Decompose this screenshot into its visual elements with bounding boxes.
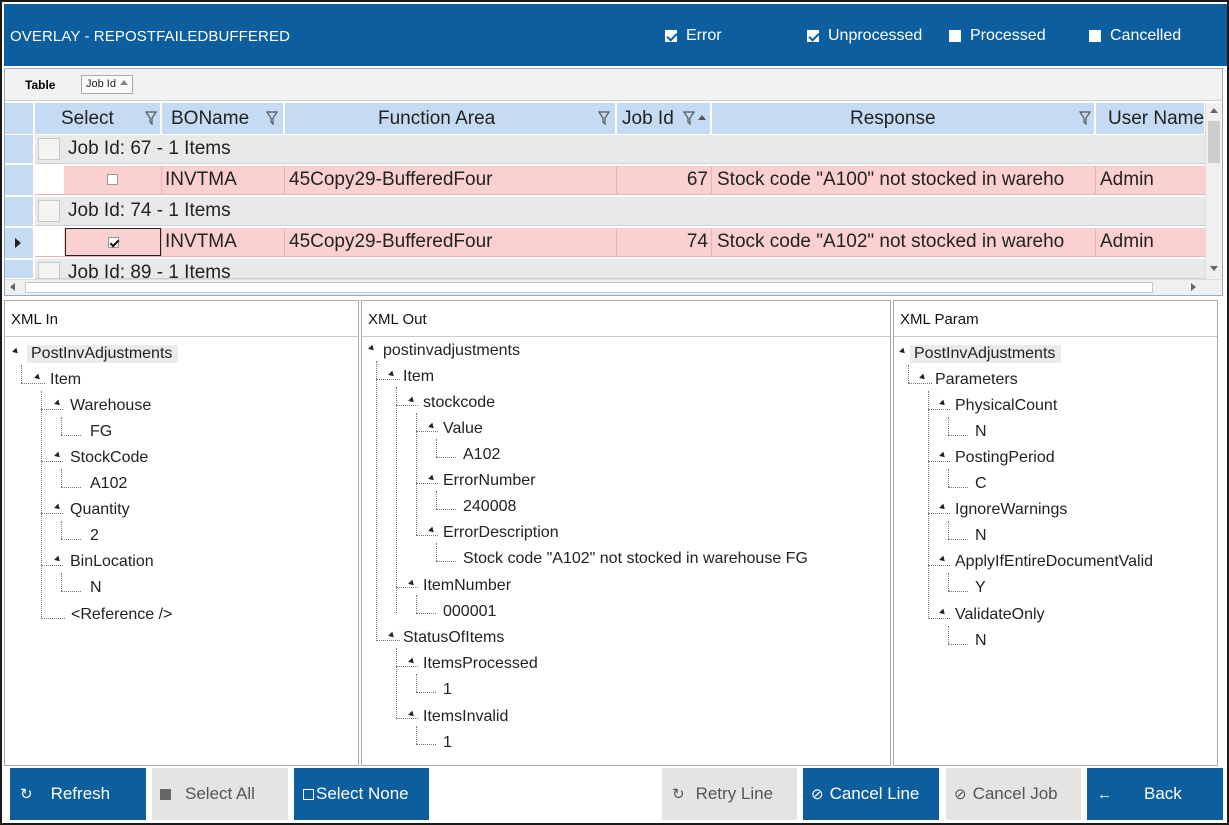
group-panel-label: Table [25,78,56,92]
row-selector[interactable] [5,260,33,279]
vertical-scrollbar[interactable] [1205,103,1222,279]
back-button[interactable]: ← Back [1087,768,1223,820]
horizontal-scrollbar[interactable] [5,279,1222,295]
tree-node[interactable]: PostInvAdjustments [910,345,1061,363]
tree-node[interactable]: Item [50,371,82,388]
tree-node[interactable]: 000001 [443,603,497,620]
cancel-line-button[interactable]: ⊘ Cancel Line [803,768,939,820]
row-selector[interactable] [5,135,33,164]
tree-node[interactable]: Parameters [935,371,1018,388]
scroll-up-icon[interactable] [1210,108,1218,113]
filter-icon[interactable] [145,111,157,125]
sort-ascending-icon [120,80,128,85]
cell-function-area: 45Copy29-BufferedFour [289,169,493,190]
retry-line-button[interactable]: ↻ Retry Line [662,768,797,820]
unchecked-box-icon [303,789,314,800]
collapse-icon[interactable] [34,374,42,382]
collapse-icon[interactable] [899,348,907,356]
tree-node[interactable]: Value [443,420,483,437]
checkbox-icon[interactable] [949,30,961,42]
collapse-icon[interactable] [54,452,62,460]
job-grid [4,68,1223,296]
cell-boname: INVTMA [165,231,237,252]
xml-in-title: XML In [5,301,358,337]
row-selector-current[interactable] [5,228,33,259]
collapse-icon[interactable] [54,400,62,408]
tree-node[interactable]: 2 [90,527,99,544]
group-expander[interactable] [38,262,60,279]
filter-cancelled[interactable]: Cancelled [1089,27,1181,45]
column-header-function-area[interactable]: Function Area [285,103,616,134]
tree-node[interactable]: Y [975,579,986,596]
tree-node[interactable]: PostingPeriod [955,449,1055,466]
cell-boname: INVTMA [165,169,237,190]
group-row[interactable]: Job Id: 89 - 1 Items [35,259,1205,279]
tree-node[interactable]: PostInvAdjustments [27,345,178,363]
select-cell[interactable] [65,166,161,194]
collapse-icon[interactable] [428,527,436,535]
tree-node[interactable]: BinLocation [70,553,154,570]
filter-icon[interactable] [1079,111,1091,125]
collapse-icon[interactable] [408,397,416,405]
xml-param-title: XML Param [894,301,1217,337]
tree-node[interactable]: ErrorNumber [443,472,536,489]
refresh-button[interactable]: ↻ Refresh [10,768,146,820]
tree-node[interactable]: Item [403,368,435,385]
tree-node[interactable]: postinvadjustments [383,342,520,359]
select-none-button[interactable]: Select None [294,768,429,820]
scroll-right-icon[interactable] [1191,283,1196,291]
group-chip-job-id[interactable]: Job Id [81,75,133,94]
title-bar [4,4,1227,66]
scroll-thumb[interactable] [25,282,1153,293]
column-header-boname[interactable]: BOName [162,103,284,134]
back-arrow-icon: ← [1097,785,1112,803]
tree-node[interactable]: N [90,579,102,596]
xml-param-panel [893,300,1218,766]
select-all-button[interactable]: Select All [152,768,288,820]
collapse-icon[interactable] [939,609,947,617]
collapse-icon[interactable] [939,400,947,408]
cell-job-id: 67 [686,169,708,190]
column-header-response[interactable]: Response [712,103,1095,134]
checked-box-icon [160,789,171,800]
tree-node[interactable]: StatusOfItems [403,629,505,646]
tree-node[interactable]: ItemsProcessed [423,655,538,672]
collapse-icon[interactable] [368,345,376,353]
tree-node[interactable]: Stock code "A102" not stocked in warehouse FG [463,550,808,567]
row-selector[interactable] [5,197,33,227]
checkbox-icon[interactable] [665,30,677,42]
row-checkbox[interactable] [107,174,118,185]
tree-node[interactable]: C [975,475,987,492]
tree-node[interactable]: StockCode [70,449,149,466]
tree-node[interactable]: 240008 [463,498,517,515]
collapse-icon[interactable] [54,504,62,512]
group-by-panel [5,69,1222,101]
scroll-left-icon[interactable] [10,283,15,291]
tree-node[interactable]: FG [90,423,113,440]
tree-node[interactable]: N [975,423,987,440]
sort-ascending-icon [698,115,706,120]
cell-job-id: 74 [686,231,708,252]
collapse-icon[interactable] [939,452,947,460]
collapse-icon[interactable] [939,504,947,512]
filter-unprocessed[interactable]: Unprocessed [807,27,922,45]
collapse-icon[interactable] [12,348,20,356]
column-header-job-id[interactable]: Job Id [617,103,711,134]
scroll-down-icon[interactable] [1210,266,1218,271]
tree-node[interactable]: A102 [463,446,501,463]
tree-node[interactable]: Quantity [70,501,130,518]
cell-response: Stock code "A100" not stocked in wareho [717,169,1065,190]
tree-node[interactable]: ErrorDescription [443,524,559,541]
collapse-icon[interactable] [428,423,436,431]
select-cell[interactable] [65,228,161,256]
collapse-icon[interactable] [428,475,436,483]
group-expander[interactable] [38,200,60,222]
tree-node[interactable]: stockcode [423,394,496,411]
column-header-select[interactable]: Select [35,103,161,134]
tree-node[interactable]: N [975,632,987,649]
tree-node[interactable]: ItemNumber [423,577,512,594]
tree-node[interactable]: Warehouse [70,397,152,414]
collapse-icon[interactable] [408,658,416,666]
cell-user-name: Admin [1100,169,1154,190]
collapse-icon[interactable] [919,374,927,382]
current-row-icon [15,238,21,248]
filter-icon[interactable] [266,111,278,125]
scroll-thumb[interactable] [1208,121,1220,163]
collapse-icon[interactable] [939,556,947,564]
cancel-job-button[interactable]: ⊘ Cancel Job [946,768,1081,820]
tree-node[interactable]: PhysicalCount [955,397,1058,414]
tree-node[interactable]: IgnoreWarnings [955,501,1068,518]
tree-node[interactable]: ApplyIfEntireDocumentValid [955,553,1154,570]
collapse-icon[interactable] [388,632,396,640]
xml-out-panel [361,300,891,766]
header-row-selector [5,103,34,134]
xml-in-panel [4,300,359,766]
filter-icon[interactable] [683,111,695,125]
cell-response: Stock code "A102" not stocked in wareho [717,231,1065,252]
tree-node[interactable]: A102 [90,475,128,492]
window-title: OVERLAY - REPOSTFAILEDBUFFERED [10,28,291,45]
filter-processed[interactable]: Processed [949,27,1046,45]
tree-node[interactable]: 1 [443,734,452,751]
collapse-icon[interactable] [54,556,62,564]
checkbox-icon[interactable] [1089,30,1101,42]
table-row-selected[interactable] [35,228,1205,257]
table-row[interactable] [35,166,1205,195]
checkbox-icon[interactable] [807,30,819,42]
group-expander[interactable] [38,138,60,160]
group-row[interactable]: Job Id: 67 - 1 Items [35,135,1205,164]
group-row[interactable]: Job Id: 74 - 1 Items [35,197,1205,226]
tree-node[interactable]: <Reference /> [71,606,173,623]
row-selector[interactable] [5,165,33,196]
collapse-icon[interactable] [388,371,396,379]
filter-icon[interactable] [598,111,610,125]
tree-node[interactable]: N [975,527,987,544]
refresh-icon: ↻ [20,786,33,803]
cell-user-name: Admin [1100,231,1154,252]
tree-node[interactable]: ItemsInvalid [423,708,509,725]
xml-out-title: XML Out [362,301,890,337]
retry-icon: ↻ [672,786,685,803]
cancel-icon: ⊘ [954,786,967,803]
column-header-user-name[interactable]: User Name [1096,103,1205,134]
row-checkbox[interactable] [108,237,119,248]
filter-error[interactable]: Error [665,27,722,45]
tree-node[interactable]: ValidateOnly [955,606,1045,623]
cell-function-area: 45Copy29-BufferedFour [289,231,493,252]
cancel-icon: ⊘ [811,786,824,803]
tree-node[interactable]: 1 [443,681,452,698]
